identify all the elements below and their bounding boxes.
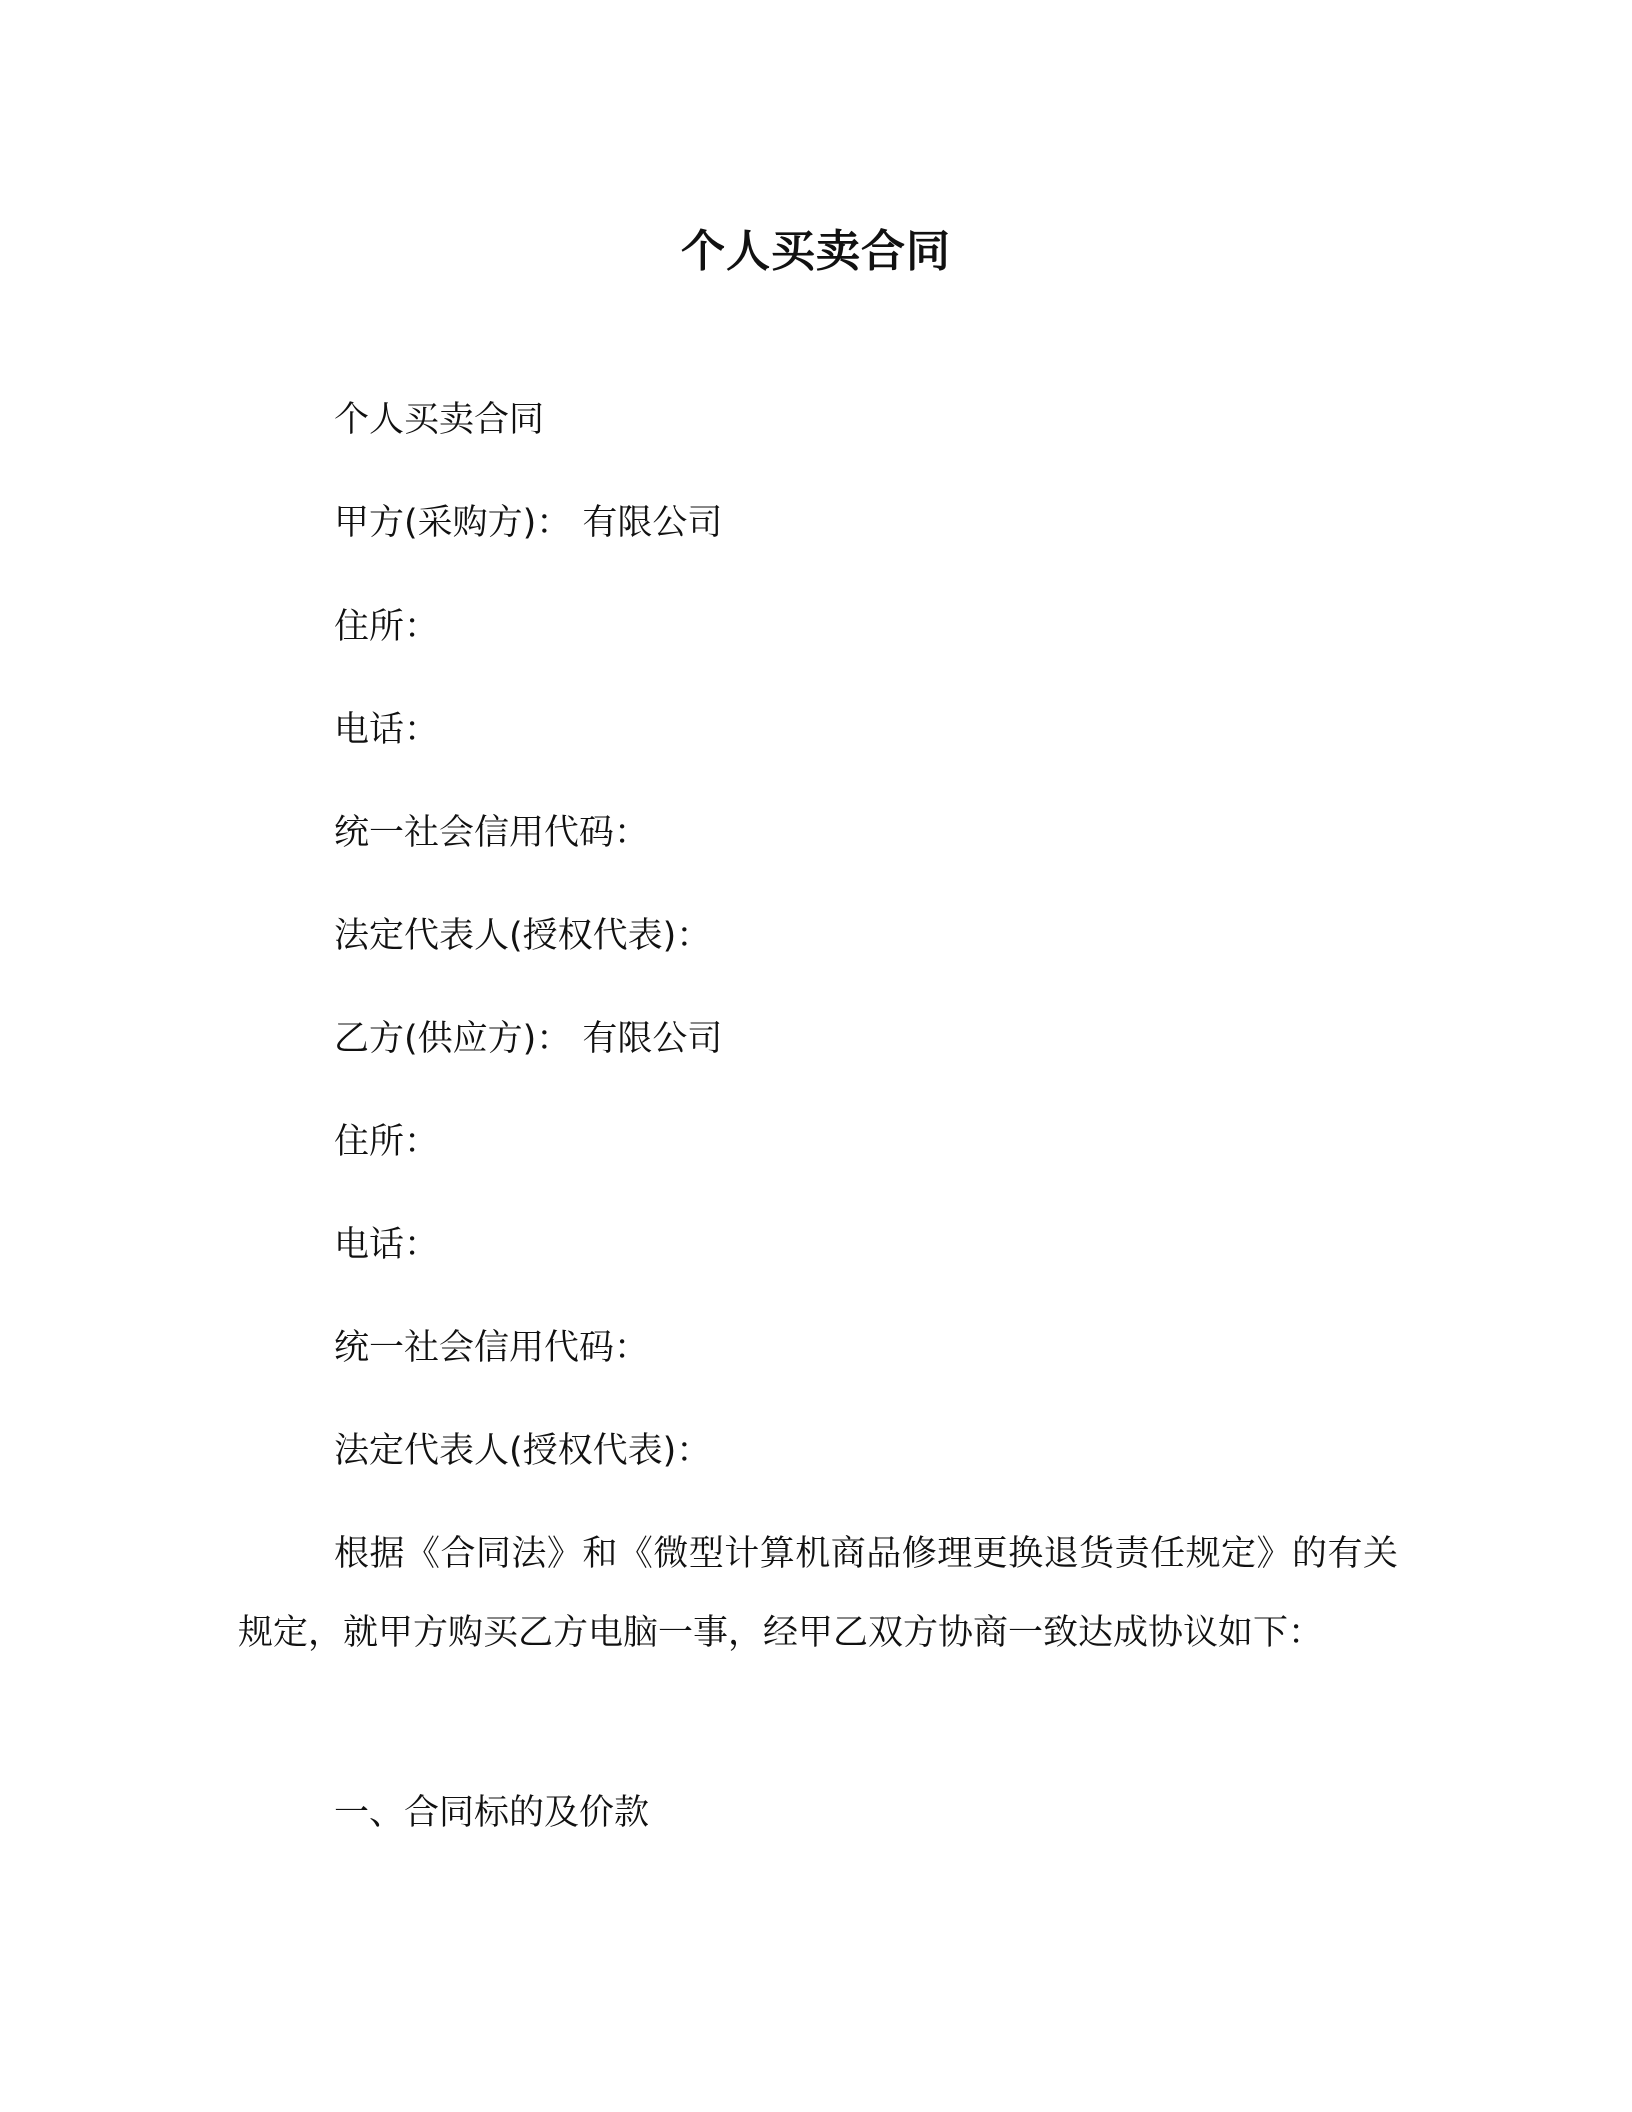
party-a-credit-code: 统一社会信用代码： [334,813,650,853]
party-b-name: 乙方(供应方)： 有限公司 [334,1019,723,1059]
party-a-address: 住所： [334,607,440,647]
subtitle-line: 个人买卖合同 [334,400,545,440]
party-a-legal-rep: 法定代表人(授权代表)： [334,916,712,956]
party-a-name: 甲方(采购方)： 有限公司 [334,503,723,543]
section-heading: 一、合同标的及价款 [334,1793,650,1833]
agreement-paragraph: 根据《合同法》和《微型计算机商品修理更换退货责任规定》的有关规定，就甲方购买乙方电脑一事，经甲乙双方协商一致达成协议如下： [238,1534,1398,1653]
party-b-legal-rep: 法定代表人(授权代表)： [334,1431,712,1471]
party-b-address: 住所： [334,1122,440,1162]
party-b-credit-code: 统一社会信用代码： [334,1328,650,1368]
document-title: 个人买卖合同 [681,226,951,277]
party-b-phone: 电话： [334,1225,440,1265]
party-a-phone: 电话： [334,710,440,750]
